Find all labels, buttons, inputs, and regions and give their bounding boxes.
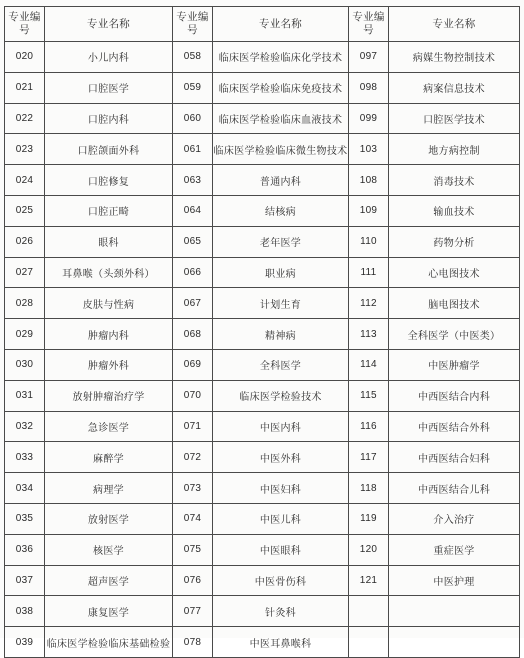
major-code-cell: 020 <box>5 42 45 73</box>
major-name-cell: 中医内科 <box>213 411 349 442</box>
header-code-1: 专业编号 <box>5 7 45 42</box>
major-name-cell: 全科医学 <box>213 349 349 380</box>
major-name-cell <box>389 627 520 658</box>
major-code-cell: 115 <box>349 380 389 411</box>
table-row <box>5 411 520 442</box>
major-code-cell: 026 <box>5 226 45 257</box>
major-name-cell: 口腔颌面外科 <box>45 134 173 165</box>
major-name-cell: 职业病 <box>213 257 349 288</box>
major-code-cell: 119 <box>349 503 389 534</box>
header-name-1: 专业名称 <box>45 7 173 42</box>
major-name-cell: 放射医学 <box>45 503 173 534</box>
major-name-cell: 全科医学（中医类） <box>389 319 520 350</box>
table-row <box>5 226 520 257</box>
major-name-cell: 心电图技术 <box>389 257 520 288</box>
major-name-cell: 临床医学检验临床血液技术 <box>213 103 349 134</box>
major-name-cell: 中医护理 <box>389 565 520 596</box>
major-name-cell: 针灸科 <box>213 596 349 627</box>
major-name-cell: 中医骨伤科 <box>213 565 349 596</box>
header-code-2: 专业编号 <box>173 7 213 42</box>
major-name-cell: 放射肿瘤治疗学 <box>45 380 173 411</box>
table-row <box>5 534 520 565</box>
major-code-cell: 075 <box>173 534 213 565</box>
major-code-cell: 116 <box>349 411 389 442</box>
major-code-cell: 070 <box>173 380 213 411</box>
table-header-row <box>5 7 520 42</box>
major-code-cell: 118 <box>349 473 389 504</box>
table-row <box>5 103 520 134</box>
major-code-cell: 068 <box>173 319 213 350</box>
table-row <box>5 195 520 226</box>
major-code-cell: 113 <box>349 319 389 350</box>
major-name-cell: 耳鼻喉（头颈外科） <box>45 257 173 288</box>
major-code-cell: 077 <box>173 596 213 627</box>
major-name-cell: 肿瘤外科 <box>45 349 173 380</box>
table-row <box>5 380 520 411</box>
major-code-cell: 099 <box>349 103 389 134</box>
major-name-cell: 临床医学检验临床化学技术 <box>213 42 349 73</box>
major-name-cell: 口腔修复 <box>45 165 173 196</box>
major-name-cell: 中医眼科 <box>213 534 349 565</box>
major-code-cell: 029 <box>5 319 45 350</box>
major-name-cell: 口腔内科 <box>45 103 173 134</box>
major-name-cell: 口腔医学技术 <box>389 103 520 134</box>
major-code-cell: 061 <box>173 134 213 165</box>
major-code-cell: 067 <box>173 288 213 319</box>
table-row <box>5 349 520 380</box>
table-row <box>5 627 520 658</box>
major-code-cell: 025 <box>5 195 45 226</box>
table-row <box>5 596 520 627</box>
major-name-cell: 口腔医学 <box>45 72 173 103</box>
major-name-cell: 小儿内科 <box>45 42 173 73</box>
major-code-cell: 037 <box>5 565 45 596</box>
major-code-cell: 074 <box>173 503 213 534</box>
major-name-cell: 口腔正畸 <box>45 195 173 226</box>
major-code-cell: 065 <box>173 226 213 257</box>
major-code-cell: 109 <box>349 195 389 226</box>
major-name-cell: 临床医学检验临床基础检验 <box>45 627 173 658</box>
major-code-cell: 060 <box>173 103 213 134</box>
table-row <box>5 565 520 596</box>
major-code-cell: 121 <box>349 565 389 596</box>
major-name-cell: 脑电图技术 <box>389 288 520 319</box>
major-code-cell: 036 <box>5 534 45 565</box>
major-name-cell: 临床医学检验技术 <box>213 380 349 411</box>
major-name-cell: 皮肤与性病 <box>45 288 173 319</box>
major-code-cell: 059 <box>173 72 213 103</box>
major-code-table <box>4 6 520 658</box>
table-row <box>5 134 520 165</box>
major-code-cell: 027 <box>5 257 45 288</box>
major-code-cell: 032 <box>5 411 45 442</box>
major-name-cell: 病案信息技术 <box>389 72 520 103</box>
major-name-cell: 中西医结合妇科 <box>389 442 520 473</box>
major-code-cell: 063 <box>173 165 213 196</box>
major-code-cell: 069 <box>173 349 213 380</box>
major-name-cell: 中西医结合外科 <box>389 411 520 442</box>
major-name-cell: 中医儿科 <box>213 503 349 534</box>
major-code-cell: 112 <box>349 288 389 319</box>
major-code-cell: 022 <box>5 103 45 134</box>
major-name-cell: 病理学 <box>45 473 173 504</box>
table-row <box>5 442 520 473</box>
major-code-cell: 071 <box>173 411 213 442</box>
major-name-cell: 肿瘤内科 <box>45 319 173 350</box>
major-name-cell: 药物分析 <box>389 226 520 257</box>
major-code-cell: 024 <box>5 165 45 196</box>
major-name-cell: 超声医学 <box>45 565 173 596</box>
major-code-cell: 110 <box>349 226 389 257</box>
major-name-cell: 核医学 <box>45 534 173 565</box>
table-row <box>5 319 520 350</box>
table-row <box>5 503 520 534</box>
major-code-cell: 066 <box>173 257 213 288</box>
major-code-cell: 021 <box>5 72 45 103</box>
major-code-cell: 072 <box>173 442 213 473</box>
major-code-cell: 039 <box>5 627 45 658</box>
table-row <box>5 42 520 73</box>
major-code-cell: 058 <box>173 42 213 73</box>
table-row <box>5 473 520 504</box>
major-code-cell: 098 <box>349 72 389 103</box>
major-code-cell: 103 <box>349 134 389 165</box>
header-name-3: 专业名称 <box>389 7 520 42</box>
major-name-cell: 急诊医学 <box>45 411 173 442</box>
major-name-cell: 中医肿瘤学 <box>389 349 520 380</box>
major-code-cell: 108 <box>349 165 389 196</box>
major-name-cell: 眼科 <box>45 226 173 257</box>
major-name-cell: 精神病 <box>213 319 349 350</box>
major-code-cell: 117 <box>349 442 389 473</box>
major-code-cell: 097 <box>349 42 389 73</box>
major-name-cell: 中医外科 <box>213 442 349 473</box>
major-name-cell: 老年医学 <box>213 226 349 257</box>
major-code-cell: 064 <box>173 195 213 226</box>
major-code-cell <box>349 627 389 658</box>
major-code-cell: 078 <box>173 627 213 658</box>
table-row <box>5 72 520 103</box>
major-code-cell: 035 <box>5 503 45 534</box>
major-name-cell: 康复医学 <box>45 596 173 627</box>
table-row <box>5 165 520 196</box>
major-code-cell: 030 <box>5 349 45 380</box>
major-code-cell <box>349 596 389 627</box>
major-name-cell: 输血技术 <box>389 195 520 226</box>
table-row <box>5 288 520 319</box>
major-code-cell: 111 <box>349 257 389 288</box>
major-name-cell: 计划生育 <box>213 288 349 319</box>
major-name-cell: 中西医结合儿科 <box>389 473 520 504</box>
major-name-cell: 麻醉学 <box>45 442 173 473</box>
major-code-cell: 076 <box>173 565 213 596</box>
table-body <box>5 42 520 658</box>
major-code-cell: 038 <box>5 596 45 627</box>
major-name-cell: 普通内科 <box>213 165 349 196</box>
major-name-cell <box>389 596 520 627</box>
major-code-cell: 033 <box>5 442 45 473</box>
major-name-cell: 中医妇科 <box>213 473 349 504</box>
table-row <box>5 257 520 288</box>
major-code-cell: 073 <box>173 473 213 504</box>
major-name-cell: 临床医学检验临床免疫技术 <box>213 72 349 103</box>
major-name-cell: 消毒技术 <box>389 165 520 196</box>
major-name-cell: 中西医结合内科 <box>389 380 520 411</box>
major-name-cell: 结核病 <box>213 195 349 226</box>
major-code-cell: 120 <box>349 534 389 565</box>
major-code-cell: 114 <box>349 349 389 380</box>
major-code-cell: 023 <box>5 134 45 165</box>
major-code-cell: 028 <box>5 288 45 319</box>
major-name-cell: 地方病控制 <box>389 134 520 165</box>
major-name-cell: 重症医学 <box>389 534 520 565</box>
header-name-2: 专业名称 <box>213 7 349 42</box>
major-name-cell: 临床医学检验临床微生物技术 <box>213 134 349 165</box>
major-name-cell: 介入治疗 <box>389 503 520 534</box>
header-code-3: 专业编号 <box>349 7 389 42</box>
major-code-cell: 031 <box>5 380 45 411</box>
major-name-cell: 病媒生物控制技术 <box>389 42 520 73</box>
major-name-cell: 中医耳鼻喉科 <box>213 627 349 658</box>
major-code-cell: 034 <box>5 473 45 504</box>
